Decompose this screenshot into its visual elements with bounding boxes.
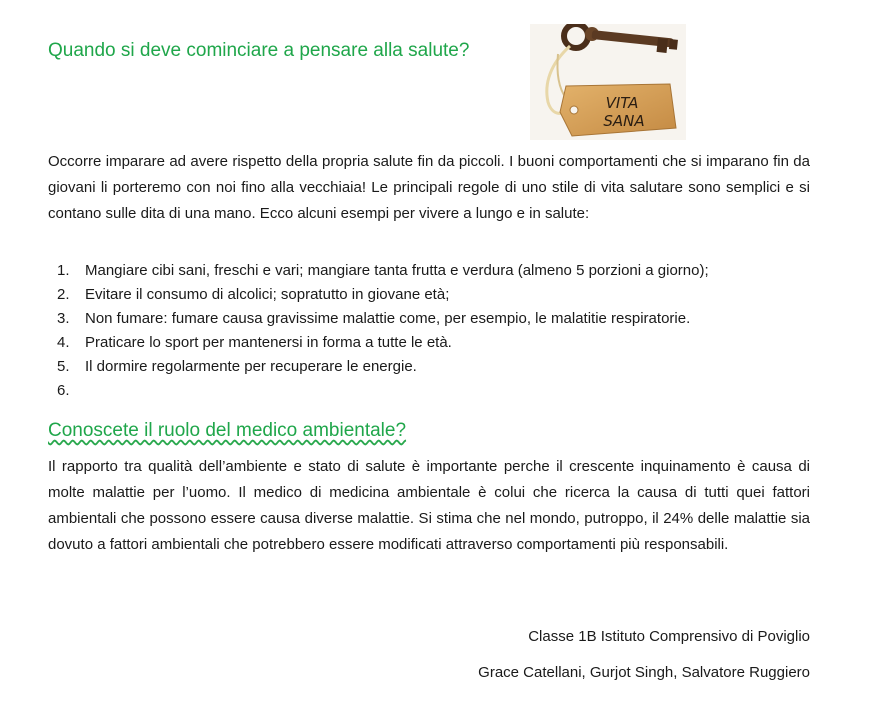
list-text: Praticare lo sport per mantenersi in forma a tutte le età.	[85, 334, 452, 351]
list-number: 6.	[57, 382, 70, 399]
list-number: 5.	[57, 358, 70, 375]
section-heading-health: Quando si deve cominciare a pensare alla salute?	[48, 40, 470, 61]
list-item	[48, 379, 828, 403]
list-number: 2.	[57, 286, 70, 303]
list-text: Evitare il consumo di alcolici; sopratutto in giovane età;	[85, 286, 450, 303]
credit-class: Classe 1B Istituto Comprensivo di Poviglio	[528, 628, 810, 645]
list-item	[48, 283, 828, 307]
tag-text-line2: SANA	[603, 112, 645, 130]
section-heading-environmental-doctor: Conoscete il ruolo del medico ambientale?	[48, 420, 407, 441]
list-text: Non fumare: fumare causa gravissime malattie come, per esempio, le malatitie respiratorie.	[85, 310, 691, 327]
list-item	[48, 331, 828, 355]
list-text: Mangiare cibi sani, freschi e vari; mangiare tanta frutta e verdura (almeno 5 porzioni a giorno);	[85, 262, 709, 279]
list-item	[48, 259, 828, 283]
environment-paragraph: Il rapporto tra qualità dell’ambiente e stato di salute è importante perche il crescente inquinamento è causa di molte malattie per l’uomo. Il medico di medicina ambientale è colui che ricerca la causa di tutti quei fattori ambientali che possono essere causa diverse malattie. Si stima che nel mondo, putroppo, il 24% delle malattie sia dovuto a fattori ambientali che potrebbero essere modificati attraverso comportamenti più responsabili.	[48, 458, 810, 553]
credit-authors: Grace Catellani, Gurjot Singh, Salvatore Ruggiero	[478, 664, 810, 681]
list-number: 1.	[57, 262, 70, 279]
list-item	[48, 307, 828, 331]
list-text: Il dormire regolarmente per recuperare le energie.	[85, 358, 417, 375]
tag-text-line1: VITA	[605, 94, 639, 112]
vita-sana-key-image	[530, 24, 686, 140]
list-number: 4.	[57, 334, 70, 351]
list-number: 3.	[57, 310, 70, 327]
health-rules-list	[48, 259, 828, 403]
health-paragraph: Occorre imparare ad avere rispetto della propria salute fin da piccoli. I buoni comportamenti che si imparano fin da giovani li porteremo con noi fino alla vecchiaia! Le principali regole di uno stile di vita salutare sono semplici e si contano sulle dita di una mano. Ecco alcuni esempi per vivere a lungo e in salute:	[48, 153, 810, 222]
list-item	[48, 355, 828, 379]
key-tag-illustration	[530, 24, 686, 140]
